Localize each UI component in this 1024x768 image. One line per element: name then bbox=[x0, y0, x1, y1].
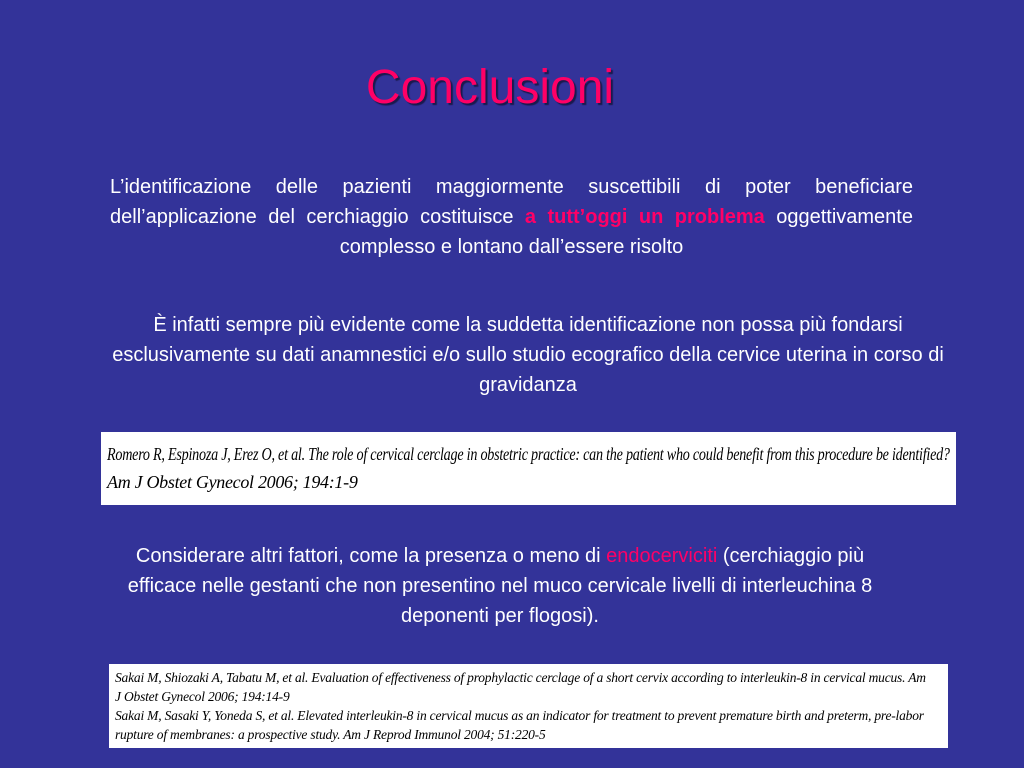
paragraph-1-text-before: L’identificazione delle pazienti maggiormente suscettibili di poter beneficiare dell’applicazione del cerchiaggio costituisce bbox=[110, 176, 913, 228]
reference-box-2 bbox=[109, 664, 948, 748]
conclusion-paragraph-2: È infatti sempre più evidente come la suddetta identificazione non possa più fondarsi esclusivamente su dati anamnestici e/o sullo studio ecografico della cervice uterina in corso di gravidanza bbox=[112, 314, 944, 396]
reference-1-line-2: Am J Obstet Gynecol 2006; 194:1-9 bbox=[107, 472, 358, 492]
conclusion-paragraph-3 bbox=[100, 541, 900, 631]
paragraph-3-text-before: Considerare altri fattori, come la presenza o meno di bbox=[135, 545, 607, 567]
reference-2-line-4: rupture of membranes: a prospective study. Am J Reprod Immunol 2004; 51:220-5 bbox=[115, 727, 546, 742]
reference-2-line-3: Sakai M, Sasaki Y, Yoneda S, et al. Elevated interleukin-8 in cervical mucus as an indicator for treatment to prevent premature birth and preterm, pre-labor bbox=[115, 708, 924, 723]
paragraph-1-highlight: a tutt’oggi un problema bbox=[524, 206, 765, 228]
paragraph-1-text-after: oggettivamente complesso e lontano dall’essere risolto bbox=[339, 206, 913, 258]
reference-1-line-1: Romero R, Espinoza J, Erez O, et al. The role of cervical cerclage in obstetric practice: can the patient who could benefit from this procedure be identified? bbox=[107, 444, 950, 464]
paragraph-3-highlight: endocerviciti bbox=[606, 545, 718, 567]
slide-title: Conclusioni bbox=[365, 61, 615, 114]
reference-2-line-2: J Obstet Gynecol 2006; 194:14-9 bbox=[115, 689, 290, 704]
reference-box-1 bbox=[101, 432, 956, 505]
conclusion-paragraph-1 bbox=[110, 172, 913, 262]
paragraph-3-text-after: (cerchiaggio più efficace nelle gestanti che non presentino nel muco cervicale livelli di interleuchina 8 deponenti per flogosi). bbox=[127, 545, 873, 627]
reference-2-line-1: Sakai M, Shiozaki A, Tabatu M, et al. Evaluation of effectiveness of prophylactic cerclage of a short cervix according to interleukin-8 in cervical mucus. Am bbox=[115, 670, 926, 685]
